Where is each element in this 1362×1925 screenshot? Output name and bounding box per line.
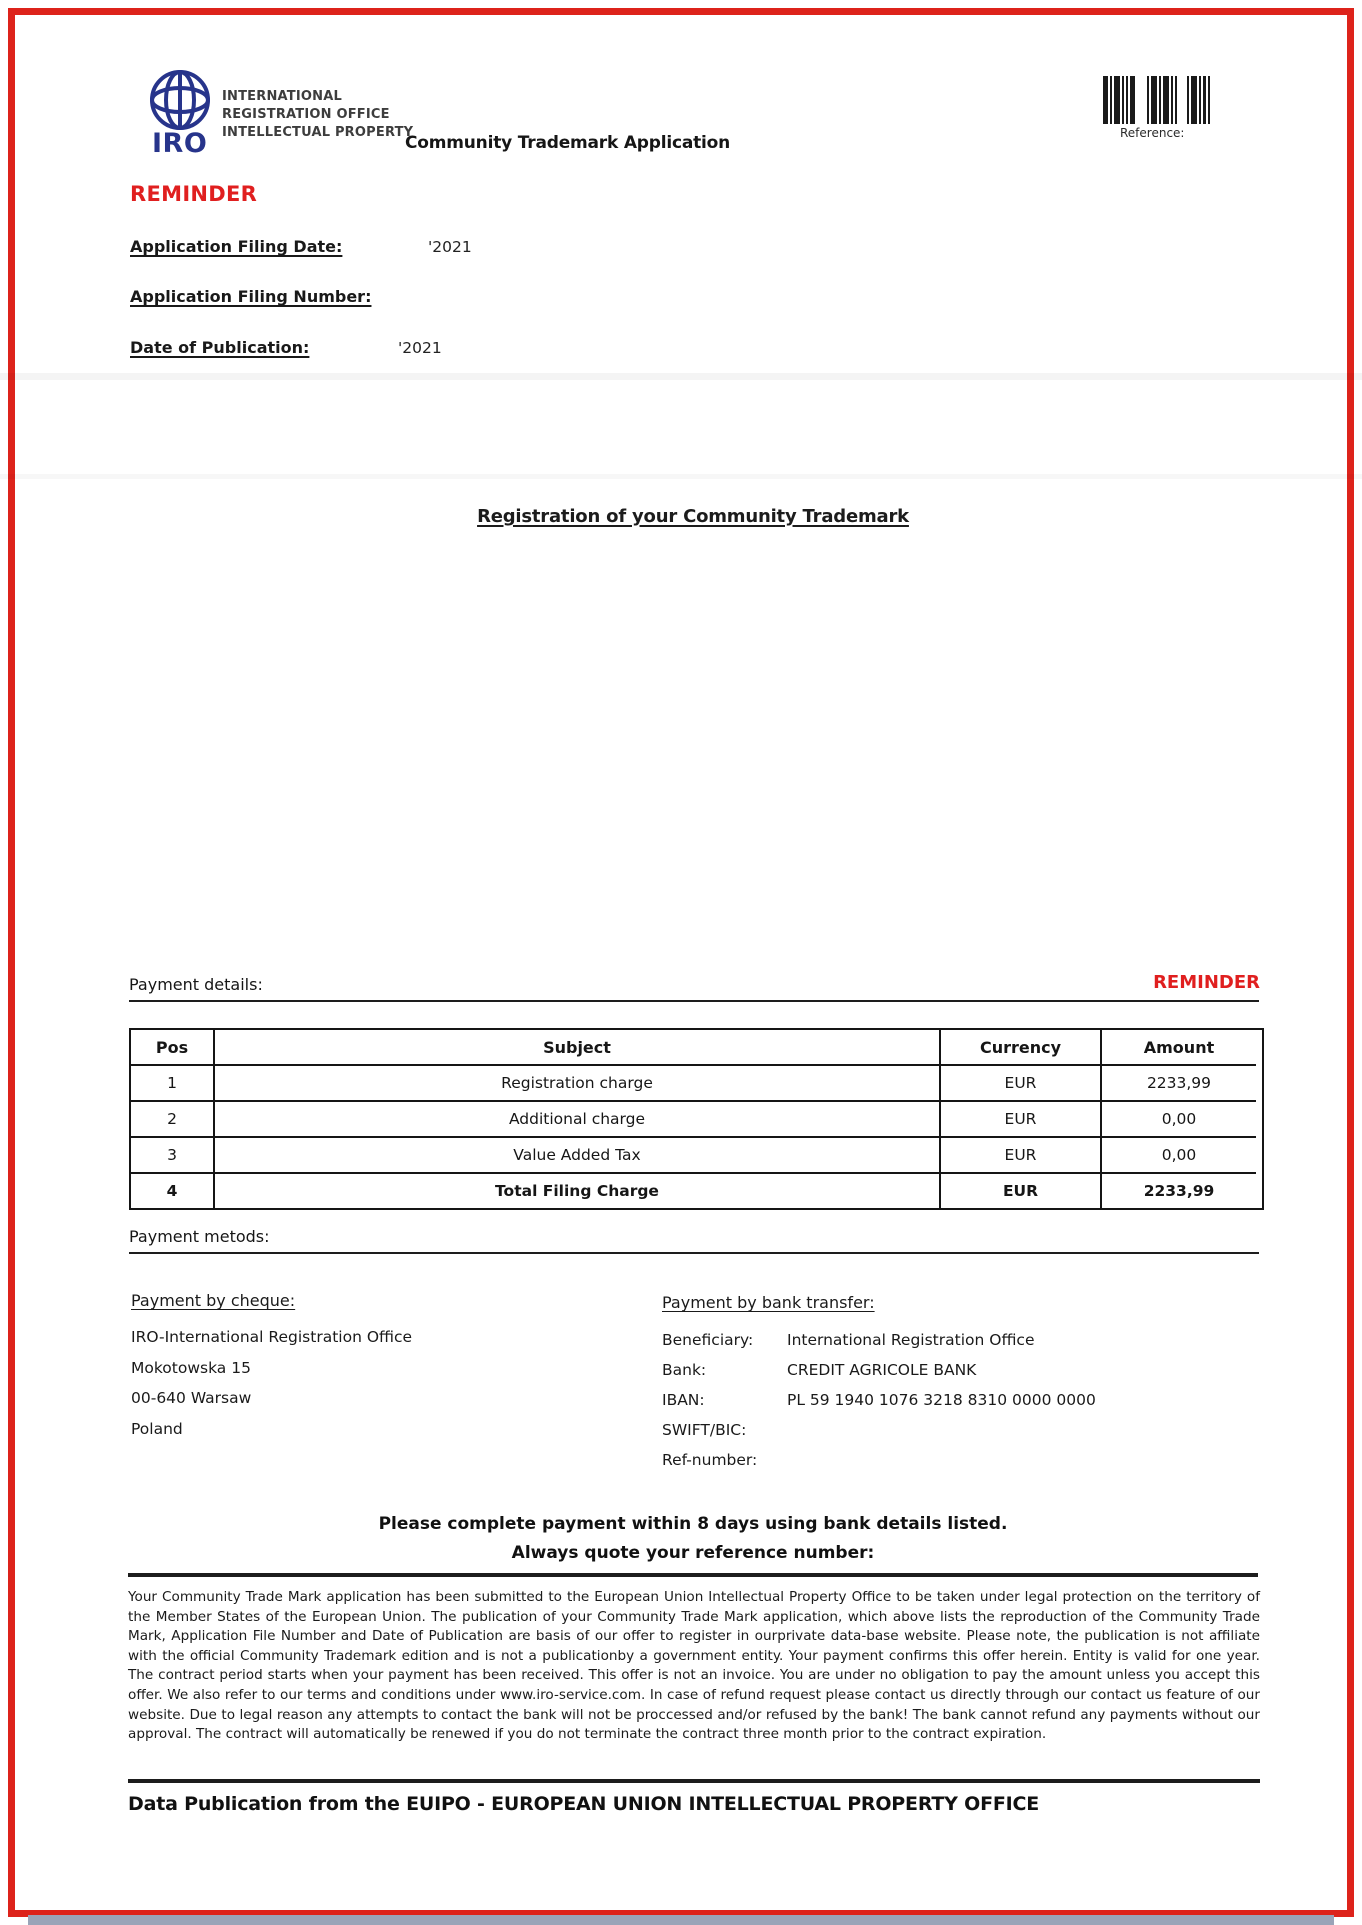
table-cell-subject: Value Added Tax <box>215 1138 941 1174</box>
payment-details-reminder: REMINDER <box>1153 972 1260 993</box>
bank-field-value: PL 59 1940 1076 3218 8310 0000 0000 <box>787 1391 1096 1409</box>
payment-notice-line2: Always quote your reference number: <box>511 1543 875 1563</box>
divider-line <box>129 1252 1259 1254</box>
table-cell-amount: 2233,99 <box>1143 1182 1215 1200</box>
logo-org-name <box>222 88 413 142</box>
cheque-address-line: Poland <box>131 1419 183 1438</box>
table-cell-pos: 2 <box>131 1102 215 1138</box>
barcode-icon <box>1103 76 1223 124</box>
cheque-address-line: Mokotowska 15 <box>131 1358 251 1377</box>
table-cell-pos: 4 <box>131 1174 215 1208</box>
table-cell-subject: Additional charge <box>215 1102 941 1138</box>
bank-field-label: Beneficiary: <box>662 1331 754 1349</box>
bank-field-beneficiary <box>662 1325 1096 1355</box>
publication-date-label: Date of Publication: <box>130 338 310 357</box>
footer-title: Data Publication from the EUIPO - EUROPEAN UNION INTELLECTUAL PROPERTY OFFICE <box>128 1793 1040 1815</box>
table-cell-amount: 2233,99 <box>1102 1066 1256 1102</box>
cheque-address <box>131 1322 412 1444</box>
bank-transfer-fields <box>662 1325 1096 1475</box>
table-header-amount: Amount <box>1102 1030 1256 1066</box>
payment-details-label: Payment details: <box>129 975 263 994</box>
table-cell-currency: EUR <box>941 1102 1102 1138</box>
table-cell-pos: 3 <box>131 1138 215 1174</box>
payment-notice-line1: Please complete payment within 8 days using bank details listed. <box>378 1514 1008 1534</box>
cheque-heading: Payment by cheque: <box>131 1291 296 1310</box>
table-header-pos: Pos <box>131 1030 215 1066</box>
filing-number-label: Application Filing Number: <box>130 287 372 306</box>
charges-table <box>129 1028 1264 1210</box>
cheque-address-line: 00-640 Warsaw <box>131 1389 252 1407</box>
bank-transfer-heading: Payment by bank transfer: <box>662 1293 875 1312</box>
bank-field-value: International Registration Office <box>787 1331 1035 1349</box>
footer-bar <box>28 1915 1334 1925</box>
bank-field-swift <box>662 1415 1096 1445</box>
bank-field-label: SWIFT/BIC: <box>662 1421 747 1439</box>
filing-row-publication <box>130 338 442 362</box>
table-cell-amount: 0,00 <box>1102 1138 1256 1174</box>
bank-field-ref-number <box>662 1445 1096 1475</box>
bank-field-label: Bank: <box>662 1361 707 1379</box>
filing-date-label: Application Filing Date: <box>130 237 343 256</box>
divider-line <box>129 1000 1259 1002</box>
globe-icon <box>148 68 212 132</box>
filing-date-value: '2021 <box>428 238 472 256</box>
logo-org-line: INTELLECTUAL PROPERTY <box>222 125 414 140</box>
table-cell-subject: Registration charge <box>215 1066 941 1102</box>
filing-row-number <box>130 287 371 311</box>
logo-org-line: REGISTRATION OFFICE <box>222 107 390 122</box>
logo-acronym: IRO <box>152 128 208 159</box>
divider-line-thick <box>128 1779 1260 1783</box>
reminder-heading: REMINDER <box>130 182 258 206</box>
bank-field-bank <box>662 1355 1096 1385</box>
bank-field-label: IBAN: <box>662 1391 705 1409</box>
divider-line-thick <box>128 1573 1258 1577</box>
table-cell-subject: Total Filing Charge <box>215 1174 941 1208</box>
bank-field-value: CREDIT AGRICOLE BANK <box>787 1361 977 1379</box>
table-cell-currency: EUR <box>941 1138 1102 1174</box>
table-header-subject: Subject <box>215 1030 941 1066</box>
table-cell-currency: EUR <box>941 1066 1102 1102</box>
legal-text: Your Community Trade Mark application has been submitted to the European Union Intellectual Property Office to be taken under legal protection on the territory of the Member States of the European Union. The publication of your Community Trade Mark application, which above lists the reproduction of the Community Trade Mark, Application File Number and Date of Publication are basis of our offer to register in ourprivate data-base website. Please note, the publication is not affiliate with the official Community Trademark edition and is not a publicationby a government entity. Your payment confirms this offer herein. Entity is valid for one year. The contract period starts when your payment has been received. This offer is not an invoice. You are under no obligation to pay the amount unless you accept this offer. We also refer to our terms and conditions under www.iro-service.com. In case of refund request please contact us directly through our contact us feature of our website. Due to legal reason any attempts to contact the bank will not be proccessed and/or refused by the bank! The bank cannot refund any payments without our approval. The contract will automatically be renewed if you do not terminate the contract three month prior to the contract expiration. <box>128 1589 1260 1743</box>
table-cell-pos: 1 <box>131 1066 215 1102</box>
bank-field-label: Ref-number: <box>662 1451 758 1469</box>
document-title: Community Trademark Application <box>405 133 731 153</box>
logo-org-line: INTERNATIONAL <box>222 89 342 104</box>
table-cell-amount: 0,00 <box>1102 1102 1256 1138</box>
reference-label: Reference: <box>1120 126 1185 140</box>
table-header-currency: Currency <box>941 1030 1102 1066</box>
scan-artifact <box>0 373 1362 380</box>
cheque-address-line: IRO-International Registration Office <box>131 1328 413 1346</box>
table-cell-currency: EUR <box>941 1174 1102 1208</box>
bank-field-iban <box>662 1385 1096 1415</box>
publication-date-value: '2021 <box>398 339 442 357</box>
filing-row-date <box>130 237 472 261</box>
payment-methods-label: Payment metods: <box>129 1227 270 1246</box>
scan-artifact <box>0 474 1362 479</box>
registration-heading: Registration of your Community Trademark <box>477 506 909 527</box>
